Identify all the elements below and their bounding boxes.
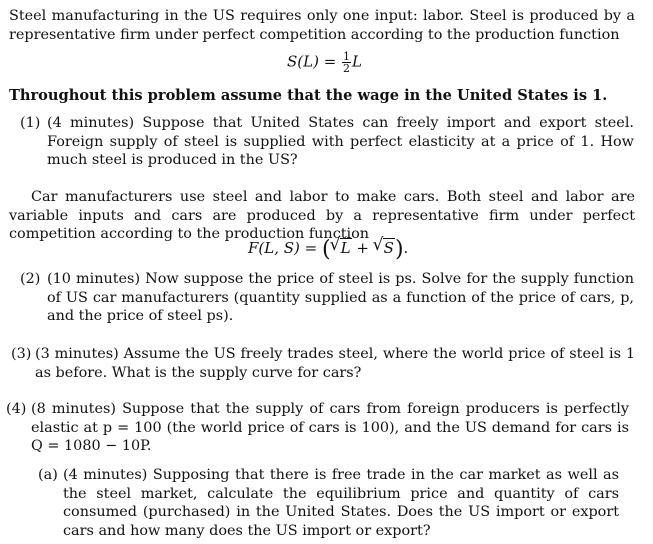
question-text: (4 minutes) Supposing that there is free trade in the car market as well as the steel market, calculate the equilibrium price and quantity of cars consumed (purchased) in the United States. Does the US import or export cars and how many does the US import or export? <box>63 467 619 539</box>
sqrt-steel: √ S <box>374 238 395 258</box>
sqrt-labor: √ L <box>331 238 352 258</box>
question-text: (10 minutes) Now suppose the price of steel is ps. Solve for the supply function of US car manufacturers (quantity supplied as a function of the price of cars, p, and the price of steel ps). <box>47 271 634 324</box>
question-text: (4 minutes) Suppose that United States can freely import and export steel. Foreign supply of steel is supplied with perfect elasticity at a price of 1. How much steel is produced in the US? <box>47 115 634 168</box>
fraction-one-half: $\frac{1}{2}$ <box>343 50 351 75</box>
question-2 <box>20 270 635 326</box>
car-production-equation: F(L, S) = (√ L + √ S). <box>248 238 408 260</box>
question-1 <box>20 114 635 170</box>
question-text: (3 minutes) Assume the US freely trades steel, where the world price of steel is 1 as before. What is the supply curve for cars? <box>35 346 635 381</box>
question-number: (1) <box>20 115 41 131</box>
question-number: (4) <box>6 401 27 417</box>
question-text: (8 minutes) Suppose that the supply of cars from foreign producers is perfectly elastic at p = 100 (the world price of cars is 100), and the US demand for cars is Q = 1080 − 10P. <box>31 401 629 454</box>
question-number: (2) <box>20 271 41 287</box>
question-4a <box>38 466 628 540</box>
question-number: (a) <box>38 467 58 483</box>
car-intro-paragraph: Car manufacturers use steel and labor to make cars. Both steel and labor are variable inputs and cars are produced by a representative firm under perfect competition according to the production function <box>9 189 635 242</box>
question-3 <box>11 345 635 383</box>
equation-lhs: S(L) = <box>287 52 342 71</box>
wage-assumption: Throughout this problem assume that the wage in the United States is 1. <box>9 87 608 104</box>
intro-paragraph: Steel manufacturing in the US requires only one input: labor. Steel is produced by a representative firm under perfect competition according to the production function <box>9 8 635 43</box>
question-number: (3) <box>11 346 32 362</box>
equation-lhs: F(L, S) = <box>248 239 322 257</box>
question-4 <box>6 400 635 454</box>
steel-production-equation <box>287 51 362 74</box>
equation-rhs: L <box>352 52 363 71</box>
